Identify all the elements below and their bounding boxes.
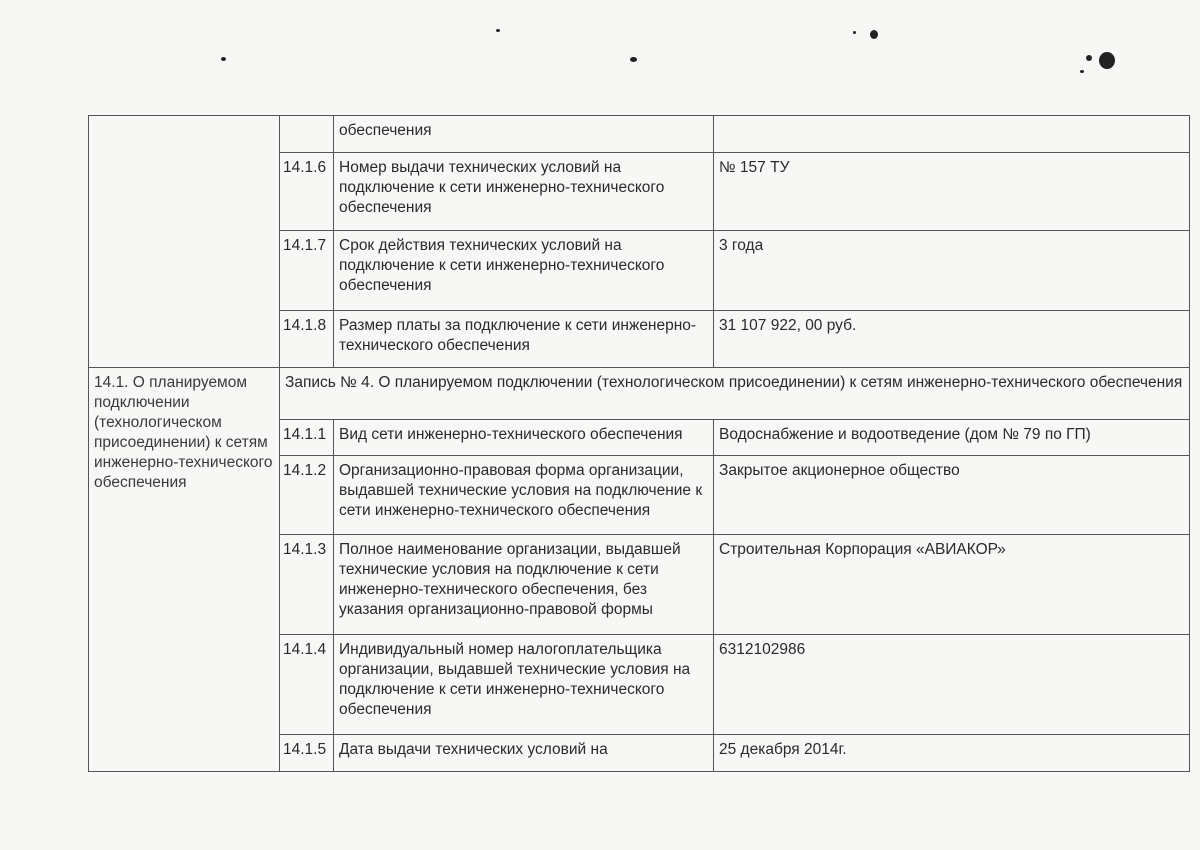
empty-section-cell (89, 116, 280, 368)
row-field: Номер выдачи технических условий на подключение к сети инженерно-технического обеспечения (334, 153, 714, 231)
table-row (89, 116, 1190, 153)
row-field: Дата выдачи технических условий на (334, 735, 714, 772)
row-number: 14.1.4 (280, 635, 334, 735)
row-field: Полное наименование организации, выдавшей технические условия на подключение к сети инженерно-технического обеспечения, без указания организационно-правовой формы (334, 535, 714, 635)
scan-speck (496, 29, 500, 32)
record-title: Запись № 4. О планируемом подключении (технологическом присоединении) к сетям инженерно-технического обеспечения (280, 368, 1190, 420)
scan-speck (870, 30, 878, 39)
table-row (89, 368, 1190, 420)
scan-speck (853, 31, 856, 34)
row-field: обеспечения (334, 116, 714, 153)
scan-speck (630, 57, 637, 62)
row-field: Размер платы за подключение к сети инженерно-технического обеспечения (334, 311, 714, 368)
row-field: Срок действия технических условий на подключение к сети инженерно-технического обеспечения (334, 231, 714, 311)
row-number: 14.1.6 (280, 153, 334, 231)
scan-speck (1099, 52, 1115, 69)
row-value: Строительная Корпорация «АВИАКОР» (714, 535, 1190, 635)
row-number (280, 116, 334, 153)
row-field: Индивидуальный номер налогоплательщика организации, выдавшей технические условия на подключение к сети инженерно-технического обеспечения (334, 635, 714, 735)
scan-speck (1086, 55, 1092, 61)
row-field: Организационно-правовая форма организации, выдавшей технические условия на подключение к сети инженерно-технического обеспечения (334, 456, 714, 535)
row-number: 14.1.3 (280, 535, 334, 635)
section-label: 14.1. О планируемом подключении (технологическом присоединении) к сетям инженерно-технического обеспечения (89, 368, 280, 772)
row-value: Закрытое акционерное общество (714, 456, 1190, 535)
row-number: 14.1.1 (280, 420, 334, 456)
row-value: № 157 ТУ (714, 153, 1190, 231)
row-value: 31 107 922, 00 руб. (714, 311, 1190, 368)
utility-connection-table (88, 115, 1190, 772)
row-value: Водоснабжение и водоотведение (дом № 79 по ГП) (714, 420, 1190, 456)
row-number: 14.1.7 (280, 231, 334, 311)
row-field: Вид сети инженерно-технического обеспечения (334, 420, 714, 456)
row-number: 14.1.8 (280, 311, 334, 368)
row-number: 14.1.5 (280, 735, 334, 772)
row-value: 6312102986 (714, 635, 1190, 735)
scan-speck (1080, 70, 1084, 73)
scan-speck (221, 57, 226, 61)
row-value: 25 декабря 2014г. (714, 735, 1190, 772)
row-value: 3 года (714, 231, 1190, 311)
row-value (714, 116, 1190, 153)
row-number: 14.1.2 (280, 456, 334, 535)
